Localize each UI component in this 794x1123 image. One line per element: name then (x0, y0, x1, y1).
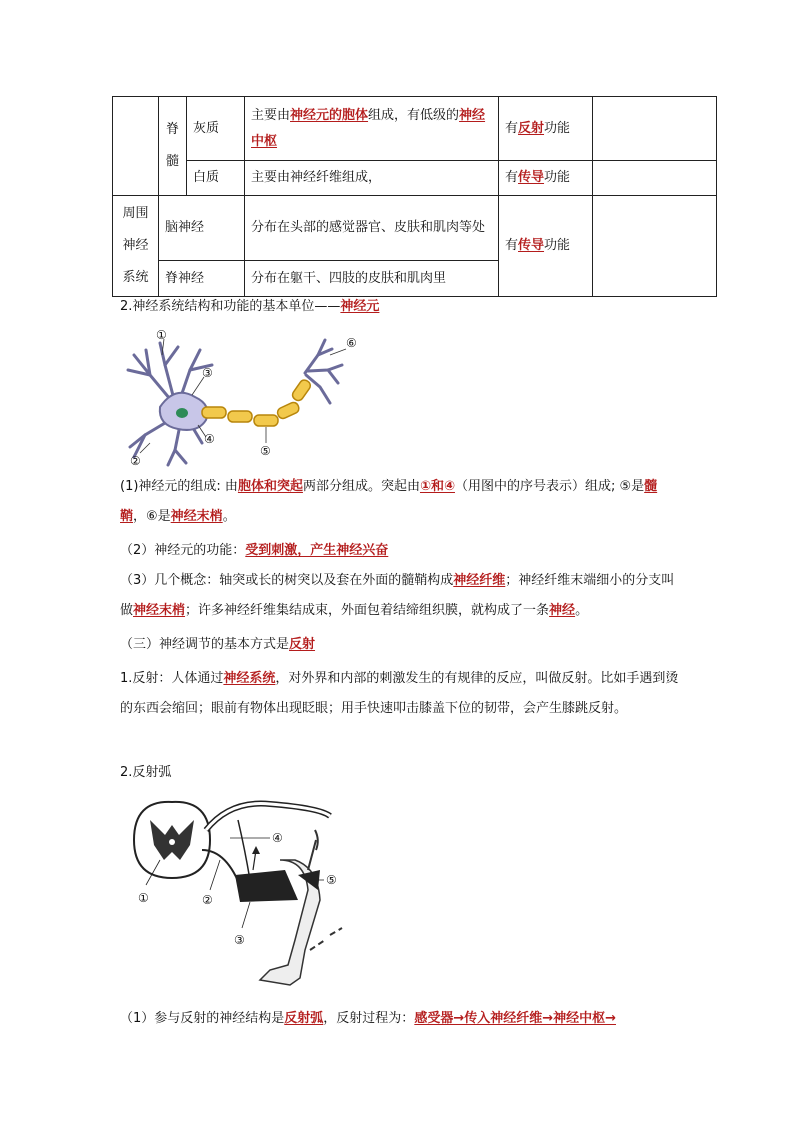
cranial-nerve-desc: 分布在头部的感觉器官、皮肤和肌肉等处 (245, 196, 499, 261)
neuron-label-2: ② (130, 454, 141, 468)
neuron-label-5: ⑤ (260, 444, 271, 458)
neuron-composition-paragraph: (1)神经元的组成: 由胞体和突起两部分组成。突起由①和④（用图中的序号表示）组成; ⑤是髓鞘，⑥是神经末梢。 (120, 479, 658, 524)
spinal-nerve-desc: 分布在躯干、四肢的皮肤和肌肉里 (245, 261, 499, 297)
table-cell-empty (593, 161, 717, 196)
neuron-label-6: ⑥ (346, 336, 357, 350)
reflex-arc-paragraph: （1）参与反射的神经结构是反射弧，反射过程为：感受器→传入神经纤维→神经中枢→ (120, 1011, 616, 1026)
white-matter-desc: 主要由神经纤维组成， (245, 161, 499, 196)
white-matter-function: 有传导功能 (499, 161, 593, 196)
neuron-label-4: ④ (204, 432, 215, 446)
neuron-diagram (120, 325, 370, 470)
reflex-label-4: ④ (272, 831, 283, 845)
nervous-system-table (112, 96, 717, 297)
spinal-nerve-name: 脊神经 (159, 261, 245, 297)
neuron-function-paragraph: （2）神经元的功能：受到刺激，产生神经兴奋 (120, 543, 389, 558)
reflex-label-1: ① (138, 891, 149, 905)
table-cell-empty (113, 97, 159, 196)
neuron-label-3: ③ (202, 366, 213, 380)
section-neuron-title: 2.神经系统结构和功能的基本单位——神经元 (120, 299, 380, 314)
table-cell-empty (593, 97, 717, 161)
reflex-label-5: ⑤ (326, 873, 337, 887)
gray-matter-desc: 主要由神经元的胞体组成，有低级的神经中枢 (245, 97, 499, 161)
white-matter-name: 白质 (187, 161, 245, 196)
gray-matter-name: 灰质 (187, 97, 245, 161)
table-cell-empty (593, 196, 717, 297)
neuron-label-1: ① (156, 328, 167, 342)
cranial-nerve-name: 脑神经 (159, 196, 245, 261)
peripheral-function: 有传导功能 (499, 196, 593, 297)
reflex-definition-paragraph: 1.反射：人体通过神经系统，对外界和内部的刺激发生的有规律的反应，叫做反射。比如手遇到烫的东西会缩回；眼前有物体出现眨眼；用手快速叩击膝盖下位的韧带，会产生膝跳反射。 (120, 671, 679, 716)
concepts-paragraph: （3）几个概念：轴突或长的树突以及套在外面的髓鞘构成神经纤维；神经纤维末端细小的分支叫做神经末梢；许多神经纤维集结成束，外面包着结缔组织膜，就构成了一条神经。 (120, 573, 675, 618)
gray-matter-function: 有反射功能 (499, 97, 593, 161)
spinal-cord-label: 脊髓 (159, 97, 187, 196)
reflex-label-2: ② (202, 893, 213, 907)
peripheral-nervous-system-label: 周围神经系统 (113, 196, 159, 297)
section-reflex-heading: （三）神经调节的基本方式是反射 (120, 637, 316, 652)
reflex-arc-diagram (120, 790, 360, 995)
reflex-arc-title: 2.反射弧 (120, 765, 172, 780)
reflex-label-3: ③ (234, 933, 245, 947)
